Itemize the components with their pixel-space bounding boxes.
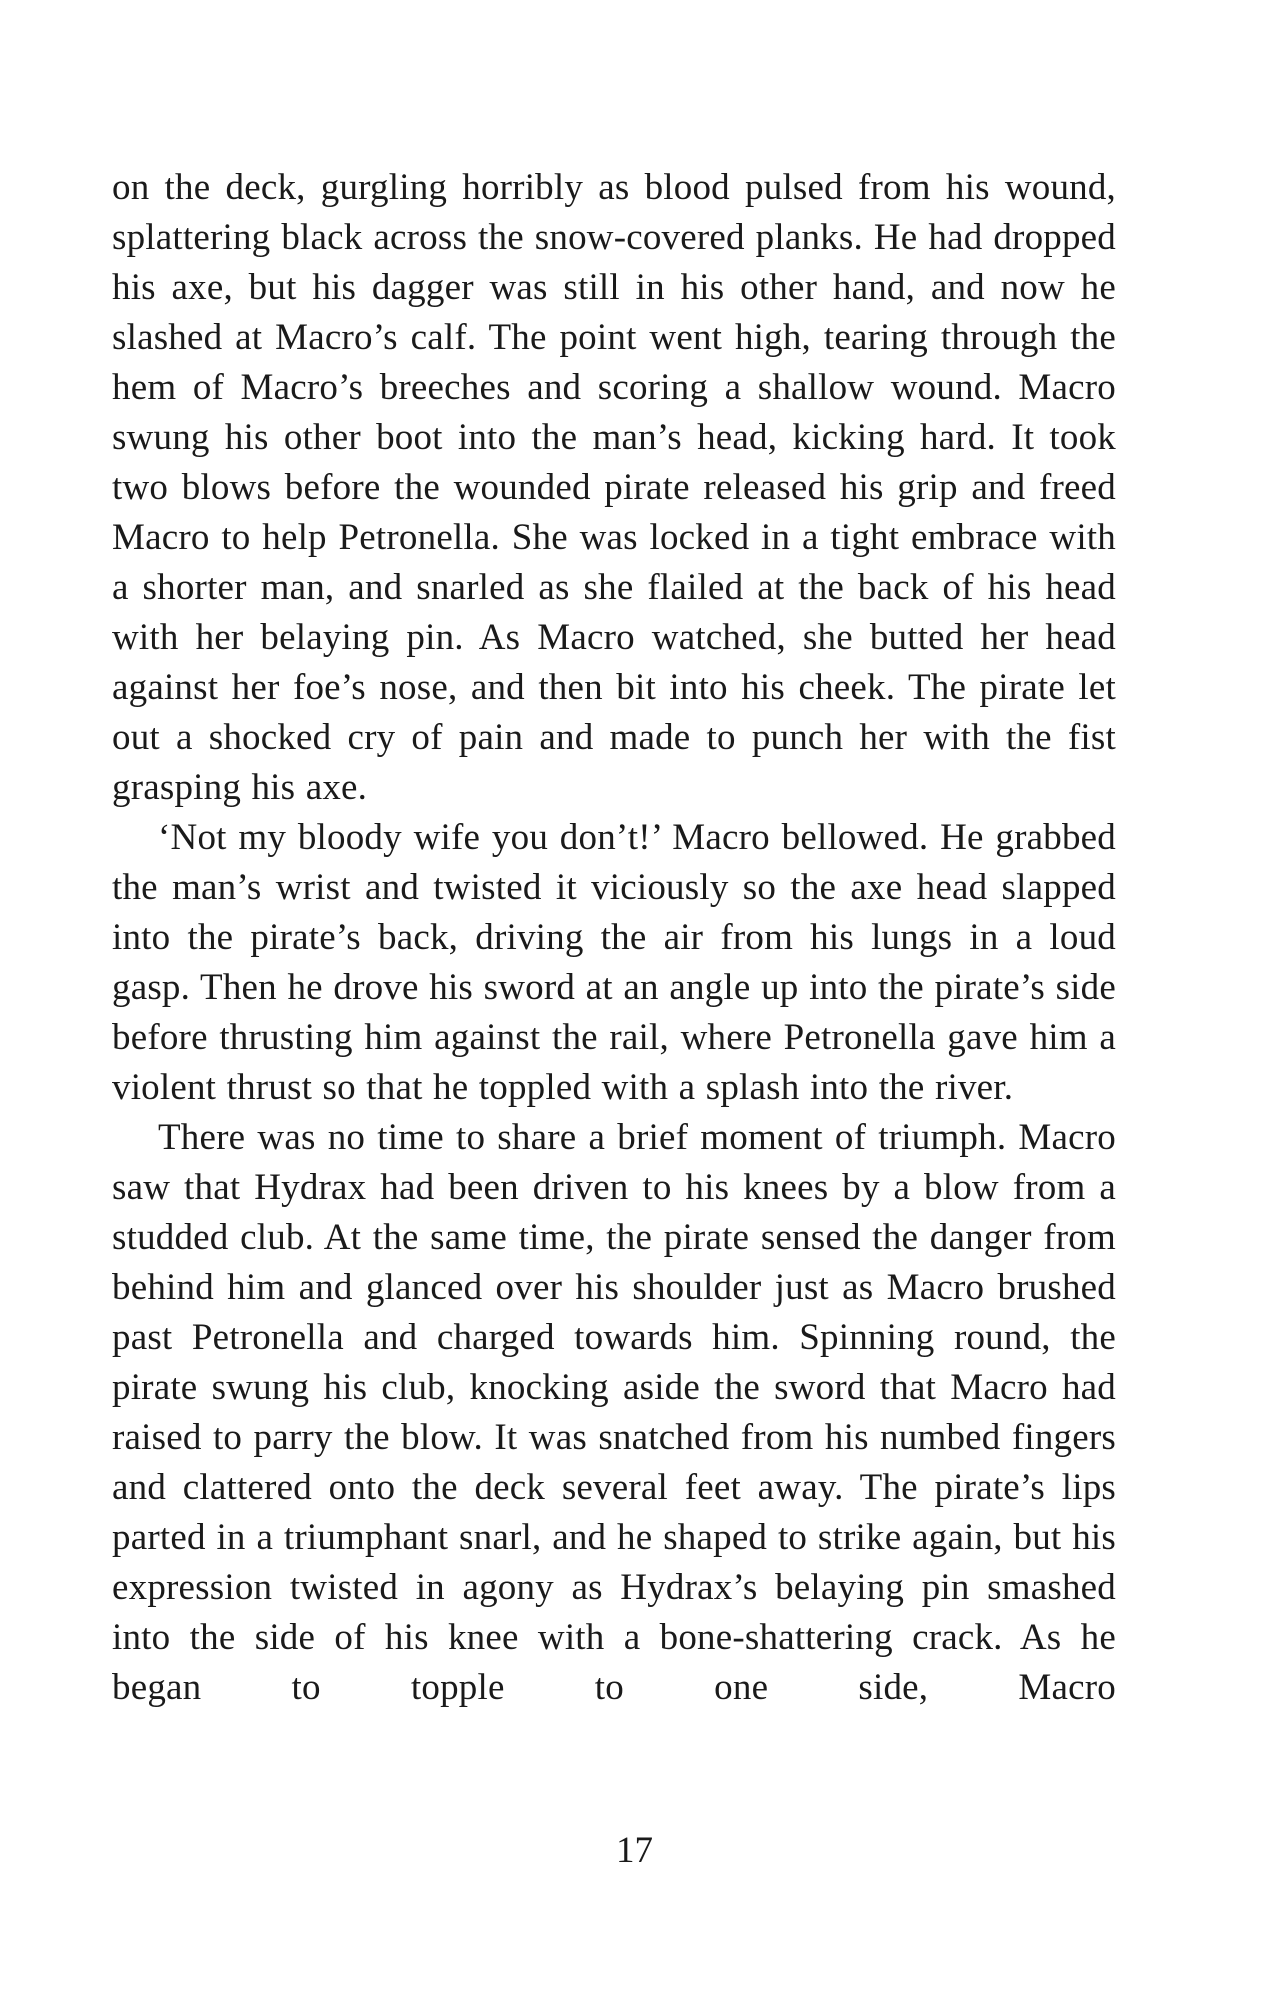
- paragraph-3: There was no time to share a brief moment of triumph. Macro saw that Hydrax had been driven to his knees by a blow from a studded club. At the same time, the pirate sensed the danger from behind him and glanced over his shoulder just as Macro brushed past Petronella and charged towards him. Spinning round, the pirate swung his club, knocking aside the sword that Macro had raised to parry the blow. It was snatched from his numbed fingers and clattered onto the deck several feet away. The pirate’s lips parted in a triumphant snarl, and he shaped to strike again, but his expression twisted in agony as Hydrax’s belaying pin smashed into the side of his knee with a bone-shattering crack. As he began to topple to one side, Macro: [112, 1117, 1116, 1708]
- page-number: 17: [616, 1830, 653, 1871]
- body-text: [112, 163, 1116, 1713]
- paragraph-2: ‘Not my bloody wife you don’t!’ Macro bellowed. He grabbed the man’s wrist and twisted it viciously so the axe head slapped into the pirate’s back, driving the air from his lungs in a loud gasp. Then he drove his sword at an angle up into the pirate’s side before thrusting him against the rail, where Petronella gave him a violent thrust so that he toppled with a splash into the river.: [112, 817, 1116, 1108]
- paragraph-1: on the deck, gurgling horribly as blood pulsed from his wound, splattering black across the snow-covered planks. He had dropped his axe, but his dagger was still in his other hand, and now he slashed at Macro’s calf. The point went high, tearing through the hem of Macro’s breeches and scoring a shallow wound. Macro swung his other boot into the man’s head, kicking hard. It took two blows before the wounded pirate released his grip and freed Macro to help Petronella. She was locked in a tight embrace with a shorter man, and snarled as she flailed at the back of his head with her belaying pin. As Macro watched, she butted her head against her foe’s nose, and then bit into his cheek. The pirate let out a shocked cry of pain and made to punch her with the fist grasping his axe.: [112, 167, 1116, 808]
